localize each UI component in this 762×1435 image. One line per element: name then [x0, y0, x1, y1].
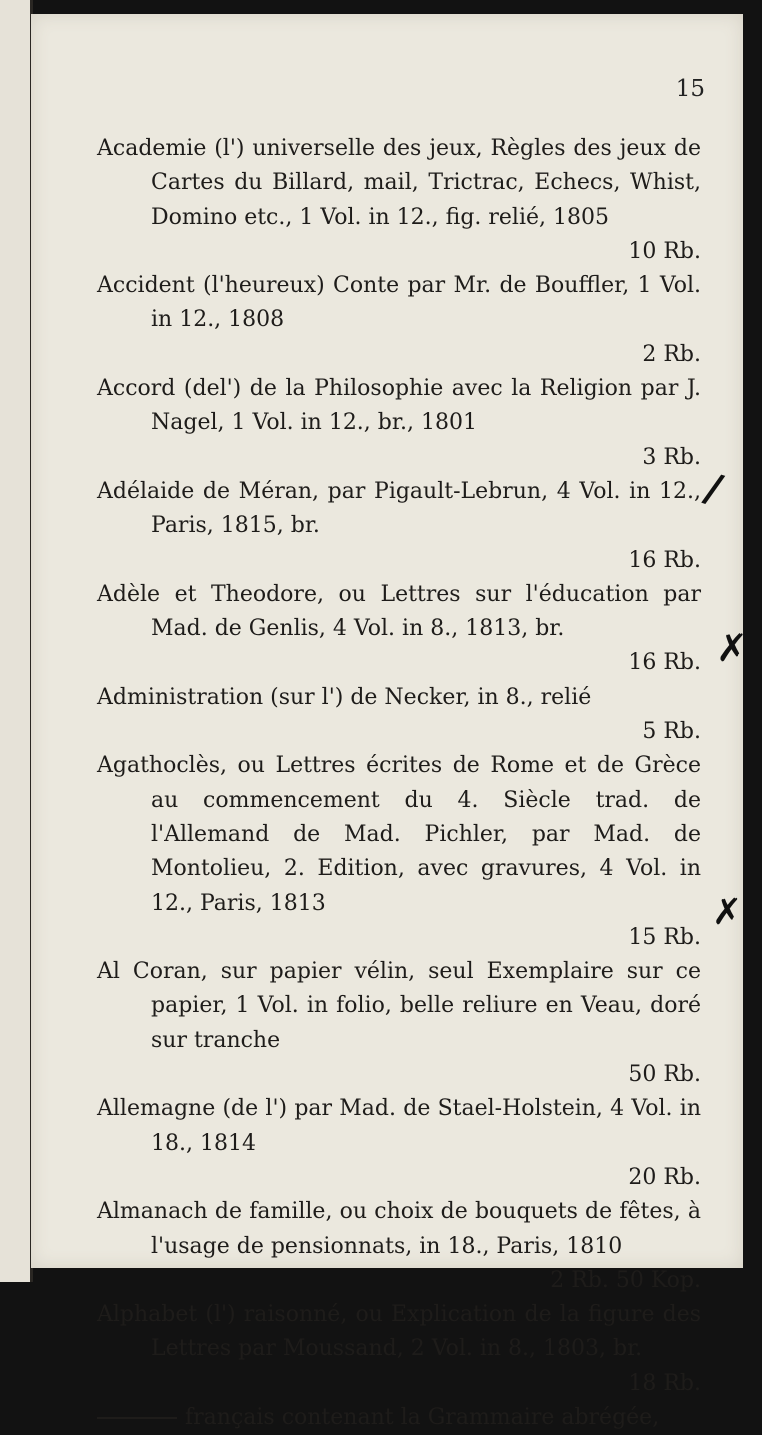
ditto-dash — [97, 1417, 177, 1419]
entry-price: 18 Rb. — [628, 1370, 701, 1396]
catalogue-entries — [97, 132, 701, 1435]
catalogue-entry — [97, 475, 701, 578]
margin-cross-mark: ✗ — [716, 626, 748, 670]
entry-price: 5 Rb. — [642, 719, 701, 745]
entry-text: français contenant la Grammaire abrégée, — [185, 1404, 660, 1430]
entry-price: 2 Rb. — [642, 341, 701, 367]
entry-text: Adélaide de Méran, par Pigault-Lebrun, 4 Vol. in 12., Paris, 1815, br. — [97, 478, 701, 539]
entry-price: 3 Rb. — [642, 444, 701, 470]
entry-text: Almanach de famille, ou choix de bouquets de fêtes, à l'usage de pensionnats, in 18., Paris, 1810 — [97, 1199, 701, 1259]
facing-page-edge — [0, 0, 33, 1282]
catalogue-entry — [97, 132, 701, 269]
entry-price: 50 Rb. — [628, 1062, 701, 1088]
catalogue-entry — [97, 1298, 701, 1401]
margin-slash-mark: / — [699, 464, 728, 514]
catalogue-entry-continuation — [97, 1401, 701, 1435]
entry-text: Agathoclès, ou Lettres écrites de Rome et de Grèce au commencement du 4. Siècle trad. de l'Allemand de Mad. Pichler, par Mad. de Montolieu, 2. Edition, avec gravures, 4 Vol. in 12., Paris, 1813 — [97, 753, 701, 916]
entry-price: 15 Rb. — [628, 924, 701, 950]
margin-cross-mark: ✗ — [712, 892, 743, 933]
catalogue-entry — [97, 269, 701, 372]
catalogue-entry — [97, 955, 701, 1092]
catalogue-entry — [97, 578, 701, 681]
entry-text: Accident (l'heureux) Conte par Mr. de Bouffler, 1 Vol. in 12., 1808 — [97, 273, 701, 333]
entry-text: Accord (del') de la Philosophie avec la Religion par J. Nagel, 1 Vol. in 12., br., 1801 — [97, 376, 701, 436]
entry-price: 16 Rb. — [628, 547, 701, 573]
catalogue-entry — [97, 681, 701, 750]
catalogue-entry — [97, 1092, 701, 1195]
entry-text: Allemagne (de l') par Mad. de Stael-Holstein, 4 Vol. in 18., 1814 — [97, 1096, 701, 1156]
catalogue-entry — [97, 372, 701, 475]
entry-text: Academie (l') universelle des jeux, Règles des jeux de Cartes du Billard, mail, Trictrac, Echecs, Whist, Domino etc., 1 Vol. in 12., fig. relié, 1805 — [97, 136, 701, 230]
entry-price: 16 Rb. — [628, 650, 701, 676]
page-number: 15 — [675, 76, 705, 102]
catalogue-entry — [97, 1195, 701, 1298]
entry-text: Administration (sur l') de Necker, in 8., relié — [97, 684, 592, 710]
entry-text: Al Coran, sur papier vélin, seul Exemplaire sur ce papier, 1 Vol. in folio, belle reliure en Veau, doré sur tranche — [97, 959, 701, 1053]
catalogue-entry — [97, 749, 701, 955]
entry-price: 20 Rb. — [628, 1164, 701, 1190]
entry-price: 10 Rb. — [628, 238, 701, 264]
entry-text: Alphabet (l') raisonné, ou Explication de la figure des Lettres par Moussand, 2 Vol. in 8., 1803, br. — [97, 1302, 701, 1362]
book-page — [31, 14, 743, 1430]
entry-text: Adèle et Theodore, ou Lettres sur l'éducation par Mad. de Genlis, 4 Vol. in 8., 1813, br. — [97, 581, 701, 642]
entry-price: 2 Rb. 50 Kop. — [550, 1267, 701, 1293]
